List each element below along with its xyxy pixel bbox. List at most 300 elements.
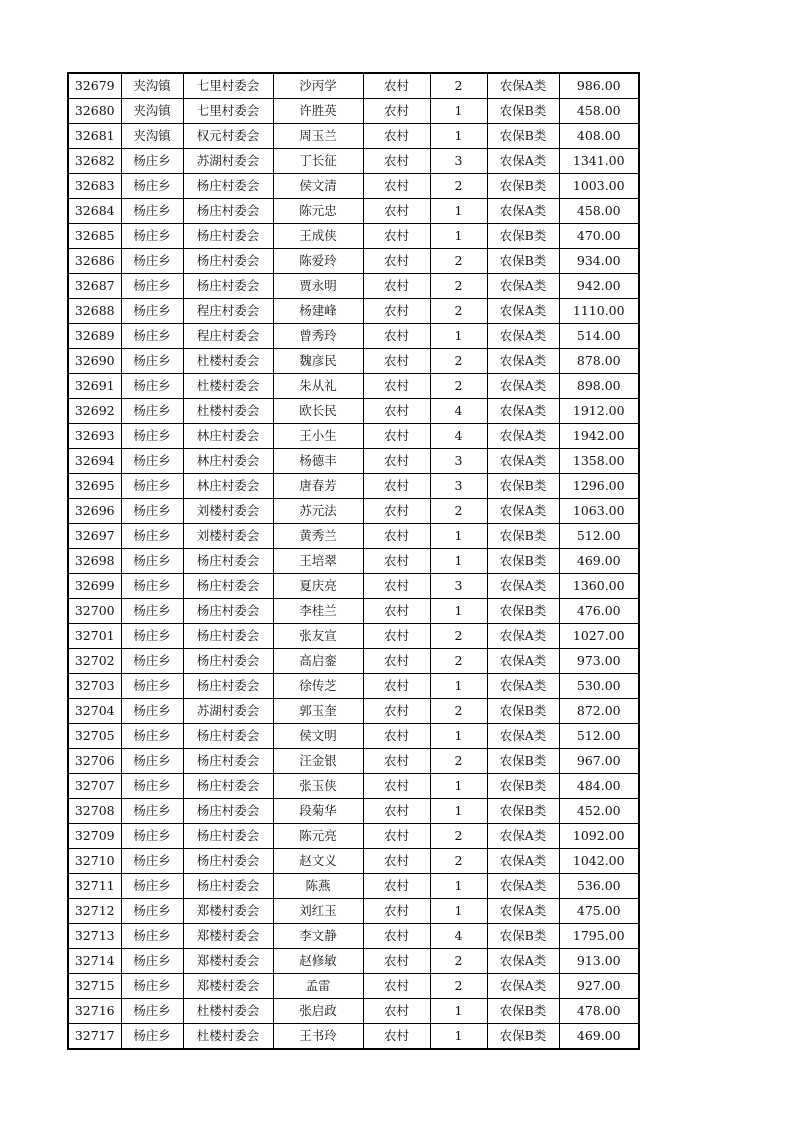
member-count-cell: 2 [430, 73, 487, 99]
town-cell: 杨庄乡 [121, 999, 183, 1024]
insurance-category-cell: 农保B类 [487, 774, 559, 799]
insurance-category-cell: 农保B类 [487, 124, 559, 149]
person-name-cell: 丁长征 [273, 149, 363, 174]
record-id-cell: 32702 [68, 649, 121, 674]
record-id-cell: 32687 [68, 274, 121, 299]
village-committee-cell: 杨庄村委会 [183, 199, 273, 224]
town-cell: 杨庄乡 [121, 249, 183, 274]
town-cell: 杨庄乡 [121, 449, 183, 474]
insurance-category-cell: 农保A类 [487, 624, 559, 649]
amount-cell: 1942.00 [559, 424, 639, 449]
amount-cell: 478.00 [559, 999, 639, 1024]
table-row [68, 574, 639, 599]
household-type-cell: 农村 [363, 974, 430, 999]
insurance-category-cell: 农保B类 [487, 924, 559, 949]
town-cell: 杨庄乡 [121, 924, 183, 949]
amount-cell: 1063.00 [559, 499, 639, 524]
person-name-cell: 郭玉奎 [273, 699, 363, 724]
record-id-cell: 32704 [68, 699, 121, 724]
table-row [68, 599, 639, 624]
person-name-cell: 夏庆亮 [273, 574, 363, 599]
table-row [68, 449, 639, 474]
town-cell: 杨庄乡 [121, 524, 183, 549]
amount-cell: 898.00 [559, 374, 639, 399]
household-type-cell: 农村 [363, 849, 430, 874]
person-name-cell: 李桂兰 [273, 599, 363, 624]
table-row [68, 174, 639, 199]
town-cell: 杨庄乡 [121, 199, 183, 224]
village-committee-cell: 杜楼村委会 [183, 999, 273, 1024]
household-type-cell: 农村 [363, 73, 430, 99]
amount-cell: 458.00 [559, 199, 639, 224]
table-row [68, 674, 639, 699]
person-name-cell: 曾秀玲 [273, 324, 363, 349]
household-type-cell: 农村 [363, 1024, 430, 1050]
town-cell: 杨庄乡 [121, 349, 183, 374]
town-cell: 杨庄乡 [121, 374, 183, 399]
person-name-cell: 陈燕 [273, 874, 363, 899]
household-type-cell: 农村 [363, 99, 430, 124]
record-id-cell: 32683 [68, 174, 121, 199]
amount-cell: 408.00 [559, 124, 639, 149]
table-row [68, 99, 639, 124]
village-committee-cell: 林庄村委会 [183, 424, 273, 449]
insurance-category-cell: 农保A类 [487, 874, 559, 899]
household-type-cell: 农村 [363, 724, 430, 749]
town-cell: 杨庄乡 [121, 649, 183, 674]
record-id-cell: 32681 [68, 124, 121, 149]
village-committee-cell: 杜楼村委会 [183, 349, 273, 374]
village-committee-cell: 杜楼村委会 [183, 374, 273, 399]
member-count-cell: 4 [430, 924, 487, 949]
village-committee-cell: 程庄村委会 [183, 324, 273, 349]
village-committee-cell: 杨庄村委会 [183, 549, 273, 574]
insurance-category-cell: 农保A类 [487, 724, 559, 749]
town-cell: 杨庄乡 [121, 299, 183, 324]
amount-cell: 1027.00 [559, 624, 639, 649]
household-type-cell: 农村 [363, 749, 430, 774]
person-name-cell: 杨德丰 [273, 449, 363, 474]
insurance-category-cell: 农保B类 [487, 1024, 559, 1050]
member-count-cell: 1 [430, 874, 487, 899]
insurance-category-cell: 农保A类 [487, 499, 559, 524]
table-row [68, 199, 639, 224]
insurance-category-cell: 农保A类 [487, 199, 559, 224]
village-committee-cell: 杨庄村委会 [183, 849, 273, 874]
table-row [68, 849, 639, 874]
village-committee-cell: 林庄村委会 [183, 449, 273, 474]
amount-cell: 878.00 [559, 349, 639, 374]
insurance-category-cell: 农保A类 [487, 374, 559, 399]
insurance-category-cell: 农保A类 [487, 73, 559, 99]
insurance-category-cell: 农保A类 [487, 899, 559, 924]
amount-cell: 458.00 [559, 99, 639, 124]
village-committee-cell: 刘楼村委会 [183, 524, 273, 549]
village-committee-cell: 杜楼村委会 [183, 399, 273, 424]
person-name-cell: 周玉兰 [273, 124, 363, 149]
person-name-cell: 孟雷 [273, 974, 363, 999]
village-committee-cell: 郑楼村委会 [183, 974, 273, 999]
record-id-cell: 32712 [68, 899, 121, 924]
town-cell: 杨庄乡 [121, 799, 183, 824]
town-cell: 杨庄乡 [121, 974, 183, 999]
town-cell: 杨庄乡 [121, 174, 183, 199]
member-count-cell: 1 [430, 549, 487, 574]
record-id-cell: 32715 [68, 974, 121, 999]
person-name-cell: 贾永明 [273, 274, 363, 299]
amount-cell: 470.00 [559, 224, 639, 249]
town-cell: 杨庄乡 [121, 149, 183, 174]
person-name-cell: 黄秀兰 [273, 524, 363, 549]
amount-cell: 1912.00 [559, 399, 639, 424]
household-type-cell: 农村 [363, 324, 430, 349]
table-row [68, 749, 639, 774]
table-row [68, 824, 639, 849]
amount-cell: 512.00 [559, 524, 639, 549]
member-count-cell: 1 [430, 99, 487, 124]
amount-cell: 942.00 [559, 274, 639, 299]
person-name-cell: 侯文清 [273, 174, 363, 199]
household-type-cell: 农村 [363, 274, 430, 299]
town-cell: 杨庄乡 [121, 224, 183, 249]
record-id-cell: 32690 [68, 349, 121, 374]
member-count-cell: 2 [430, 299, 487, 324]
record-id-cell: 32714 [68, 949, 121, 974]
person-name-cell: 陈元亮 [273, 824, 363, 849]
table-row [68, 999, 639, 1024]
insurance-category-cell: 农保B类 [487, 799, 559, 824]
household-type-cell: 农村 [363, 499, 430, 524]
member-count-cell: 1 [430, 799, 487, 824]
table-row [68, 149, 639, 174]
town-cell: 杨庄乡 [121, 824, 183, 849]
record-id-cell: 32711 [68, 874, 121, 899]
household-type-cell: 农村 [363, 874, 430, 899]
member-count-cell: 2 [430, 274, 487, 299]
amount-cell: 1003.00 [559, 174, 639, 199]
household-type-cell: 农村 [363, 249, 430, 274]
record-id-cell: 32695 [68, 474, 121, 499]
person-name-cell: 陈元忠 [273, 199, 363, 224]
insurance-category-cell: 农保B类 [487, 749, 559, 774]
person-name-cell: 徐传芝 [273, 674, 363, 699]
person-name-cell: 唐春芳 [273, 474, 363, 499]
household-type-cell: 农村 [363, 399, 430, 424]
village-committee-cell: 杨庄村委会 [183, 599, 273, 624]
member-count-cell: 2 [430, 499, 487, 524]
person-name-cell: 张玉侠 [273, 774, 363, 799]
household-type-cell: 农村 [363, 124, 430, 149]
household-type-cell: 农村 [363, 199, 430, 224]
table-row [68, 899, 639, 924]
town-cell: 杨庄乡 [121, 949, 183, 974]
member-count-cell: 3 [430, 574, 487, 599]
record-id-cell: 32694 [68, 449, 121, 474]
amount-cell: 476.00 [559, 599, 639, 624]
person-name-cell: 赵文义 [273, 849, 363, 874]
village-committee-cell: 苏湖村委会 [183, 699, 273, 724]
insurance-category-cell: 农保B类 [487, 524, 559, 549]
amount-cell: 469.00 [559, 549, 639, 574]
table-row [68, 974, 639, 999]
insurance-category-cell: 农保B类 [487, 249, 559, 274]
person-name-cell: 魏彦民 [273, 349, 363, 374]
member-count-cell: 2 [430, 624, 487, 649]
amount-cell: 1092.00 [559, 824, 639, 849]
household-type-cell: 农村 [363, 374, 430, 399]
record-id-cell: 32707 [68, 774, 121, 799]
household-type-cell: 农村 [363, 899, 430, 924]
village-committee-cell: 杨庄村委会 [183, 774, 273, 799]
village-committee-cell: 权元村委会 [183, 124, 273, 149]
insurance-category-cell: 农保A类 [487, 399, 559, 424]
town-cell: 杨庄乡 [121, 549, 183, 574]
insurance-category-cell: 农保A类 [487, 674, 559, 699]
insurance-category-cell: 农保A类 [487, 949, 559, 974]
town-cell: 杨庄乡 [121, 1024, 183, 1050]
household-type-cell: 农村 [363, 924, 430, 949]
household-type-cell: 农村 [363, 949, 430, 974]
insurance-category-cell: 农保A类 [487, 299, 559, 324]
person-name-cell: 赵修敏 [273, 949, 363, 974]
town-cell: 杨庄乡 [121, 499, 183, 524]
amount-cell: 512.00 [559, 724, 639, 749]
town-cell: 夹沟镇 [121, 124, 183, 149]
member-count-cell: 1 [430, 124, 487, 149]
town-cell: 夹沟镇 [121, 73, 183, 99]
table-row [68, 73, 639, 99]
amount-cell: 934.00 [559, 249, 639, 274]
amount-cell: 872.00 [559, 699, 639, 724]
insurance-category-cell: 农保B类 [487, 549, 559, 574]
household-type-cell: 农村 [363, 999, 430, 1024]
table-row [68, 374, 639, 399]
record-id-cell: 32716 [68, 999, 121, 1024]
town-cell: 杨庄乡 [121, 724, 183, 749]
record-id-cell: 32709 [68, 824, 121, 849]
insurance-category-cell: 农保A类 [487, 849, 559, 874]
member-count-cell: 1 [430, 1024, 487, 1050]
amount-cell: 973.00 [559, 649, 639, 674]
person-name-cell: 侯文明 [273, 724, 363, 749]
person-name-cell: 高启銮 [273, 649, 363, 674]
member-count-cell: 2 [430, 374, 487, 399]
member-count-cell: 4 [430, 424, 487, 449]
record-id-cell: 32697 [68, 524, 121, 549]
town-cell: 杨庄乡 [121, 399, 183, 424]
person-name-cell: 王培翠 [273, 549, 363, 574]
village-committee-cell: 杨庄村委会 [183, 824, 273, 849]
village-committee-cell: 杨庄村委会 [183, 799, 273, 824]
household-type-cell: 农村 [363, 574, 430, 599]
household-type-cell: 农村 [363, 174, 430, 199]
household-type-cell: 农村 [363, 799, 430, 824]
record-id-cell: 32710 [68, 849, 121, 874]
person-name-cell: 王书玲 [273, 1024, 363, 1050]
village-committee-cell: 杨庄村委会 [183, 574, 273, 599]
table-row [68, 249, 639, 274]
village-committee-cell: 七里村委会 [183, 99, 273, 124]
town-cell: 杨庄乡 [121, 874, 183, 899]
table-row [68, 624, 639, 649]
household-type-cell: 农村 [363, 549, 430, 574]
table-row [68, 549, 639, 574]
person-name-cell: 沙丙学 [273, 73, 363, 99]
member-count-cell: 1 [430, 224, 487, 249]
member-count-cell: 2 [430, 949, 487, 974]
amount-cell: 986.00 [559, 73, 639, 99]
insurance-category-cell: 农保A类 [487, 449, 559, 474]
village-committee-cell: 郑楼村委会 [183, 949, 273, 974]
record-id-cell: 32705 [68, 724, 121, 749]
insurance-category-cell: 农保B类 [487, 174, 559, 199]
amount-cell: 530.00 [559, 674, 639, 699]
village-committee-cell: 杨庄村委会 [183, 674, 273, 699]
insurance-category-cell: 农保B类 [487, 99, 559, 124]
village-committee-cell: 杨庄村委会 [183, 624, 273, 649]
household-type-cell: 农村 [363, 424, 430, 449]
member-count-cell: 1 [430, 899, 487, 924]
town-cell: 杨庄乡 [121, 474, 183, 499]
village-committee-cell: 杨庄村委会 [183, 649, 273, 674]
table-body [68, 73, 639, 1049]
table-row [68, 224, 639, 249]
member-count-cell: 2 [430, 174, 487, 199]
amount-cell: 452.00 [559, 799, 639, 824]
insurance-category-cell: 农保B类 [487, 474, 559, 499]
table-row [68, 424, 639, 449]
amount-cell: 469.00 [559, 1024, 639, 1050]
member-count-cell: 2 [430, 699, 487, 724]
amount-cell: 514.00 [559, 324, 639, 349]
town-cell: 杨庄乡 [121, 749, 183, 774]
amount-cell: 1341.00 [559, 149, 639, 174]
amount-cell: 1358.00 [559, 449, 639, 474]
table-row [68, 124, 639, 149]
member-count-cell: 2 [430, 649, 487, 674]
village-committee-cell: 七里村委会 [183, 73, 273, 99]
town-cell: 杨庄乡 [121, 599, 183, 624]
table-row [68, 1024, 639, 1050]
town-cell: 杨庄乡 [121, 624, 183, 649]
table-row [68, 474, 639, 499]
table-row [68, 924, 639, 949]
record-id-cell: 32689 [68, 324, 121, 349]
insurance-category-cell: 农保A类 [487, 274, 559, 299]
household-type-cell: 农村 [363, 674, 430, 699]
table-row [68, 524, 639, 549]
table-row [68, 499, 639, 524]
household-type-cell: 农村 [363, 224, 430, 249]
record-id-cell: 32706 [68, 749, 121, 774]
table-row [68, 799, 639, 824]
member-count-cell: 1 [430, 674, 487, 699]
village-committee-cell: 郑楼村委会 [183, 924, 273, 949]
insurance-category-cell: 农保A类 [487, 974, 559, 999]
person-name-cell: 欧长民 [273, 399, 363, 424]
person-name-cell: 王小生 [273, 424, 363, 449]
village-committee-cell: 程庄村委会 [183, 299, 273, 324]
member-count-cell: 1 [430, 724, 487, 749]
amount-cell: 1360.00 [559, 574, 639, 599]
member-count-cell: 2 [430, 749, 487, 774]
household-type-cell: 农村 [363, 349, 430, 374]
amount-cell: 475.00 [559, 899, 639, 924]
record-id-cell: 32682 [68, 149, 121, 174]
record-id-cell: 32686 [68, 249, 121, 274]
member-count-cell: 2 [430, 824, 487, 849]
record-id-cell: 32700 [68, 599, 121, 624]
amount-cell: 1795.00 [559, 924, 639, 949]
village-committee-cell: 杨庄村委会 [183, 749, 273, 774]
household-type-cell: 农村 [363, 599, 430, 624]
person-name-cell: 王成侠 [273, 224, 363, 249]
record-id-cell: 32691 [68, 374, 121, 399]
household-type-cell: 农村 [363, 449, 430, 474]
insurance-category-cell: 农保A类 [487, 349, 559, 374]
document-page [67, 72, 640, 1050]
person-name-cell: 张友宣 [273, 624, 363, 649]
town-cell: 杨庄乡 [121, 849, 183, 874]
record-id-cell: 32692 [68, 399, 121, 424]
person-name-cell: 张启政 [273, 999, 363, 1024]
town-cell: 杨庄乡 [121, 424, 183, 449]
record-id-cell: 32696 [68, 499, 121, 524]
record-id-cell: 32708 [68, 799, 121, 824]
village-committee-cell: 郑楼村委会 [183, 899, 273, 924]
table-row [68, 399, 639, 424]
insurance-category-cell: 农保A类 [487, 649, 559, 674]
member-count-cell: 1 [430, 774, 487, 799]
member-count-cell: 1 [430, 324, 487, 349]
member-count-cell: 2 [430, 349, 487, 374]
village-committee-cell: 杨庄村委会 [183, 249, 273, 274]
amount-cell: 927.00 [559, 974, 639, 999]
amount-cell: 484.00 [559, 774, 639, 799]
table-row [68, 774, 639, 799]
person-name-cell: 陈爱玲 [273, 249, 363, 274]
person-name-cell: 杨建峰 [273, 299, 363, 324]
household-type-cell: 农村 [363, 624, 430, 649]
household-type-cell: 农村 [363, 524, 430, 549]
table-row [68, 874, 639, 899]
village-committee-cell: 杨庄村委会 [183, 724, 273, 749]
person-name-cell: 段菊华 [273, 799, 363, 824]
amount-cell: 1042.00 [559, 849, 639, 874]
village-committee-cell: 杨庄村委会 [183, 224, 273, 249]
member-count-cell: 2 [430, 249, 487, 274]
table-row [68, 324, 639, 349]
record-id-cell: 32688 [68, 299, 121, 324]
town-cell: 杨庄乡 [121, 699, 183, 724]
household-type-cell: 农村 [363, 774, 430, 799]
record-id-cell: 32699 [68, 574, 121, 599]
household-type-cell: 农村 [363, 149, 430, 174]
insurance-category-cell: 农保B类 [487, 999, 559, 1024]
insurance-category-cell: 农保A类 [487, 424, 559, 449]
records-table [67, 72, 640, 1050]
record-id-cell: 32693 [68, 424, 121, 449]
insurance-category-cell: 农保A类 [487, 324, 559, 349]
village-committee-cell: 杜楼村委会 [183, 1024, 273, 1050]
insurance-category-cell: 农保B类 [487, 599, 559, 624]
person-name-cell: 刘红玉 [273, 899, 363, 924]
village-committee-cell: 苏湖村委会 [183, 149, 273, 174]
table-row [68, 349, 639, 374]
town-cell: 杨庄乡 [121, 899, 183, 924]
insurance-category-cell: 农保A类 [487, 574, 559, 599]
member-count-cell: 1 [430, 524, 487, 549]
